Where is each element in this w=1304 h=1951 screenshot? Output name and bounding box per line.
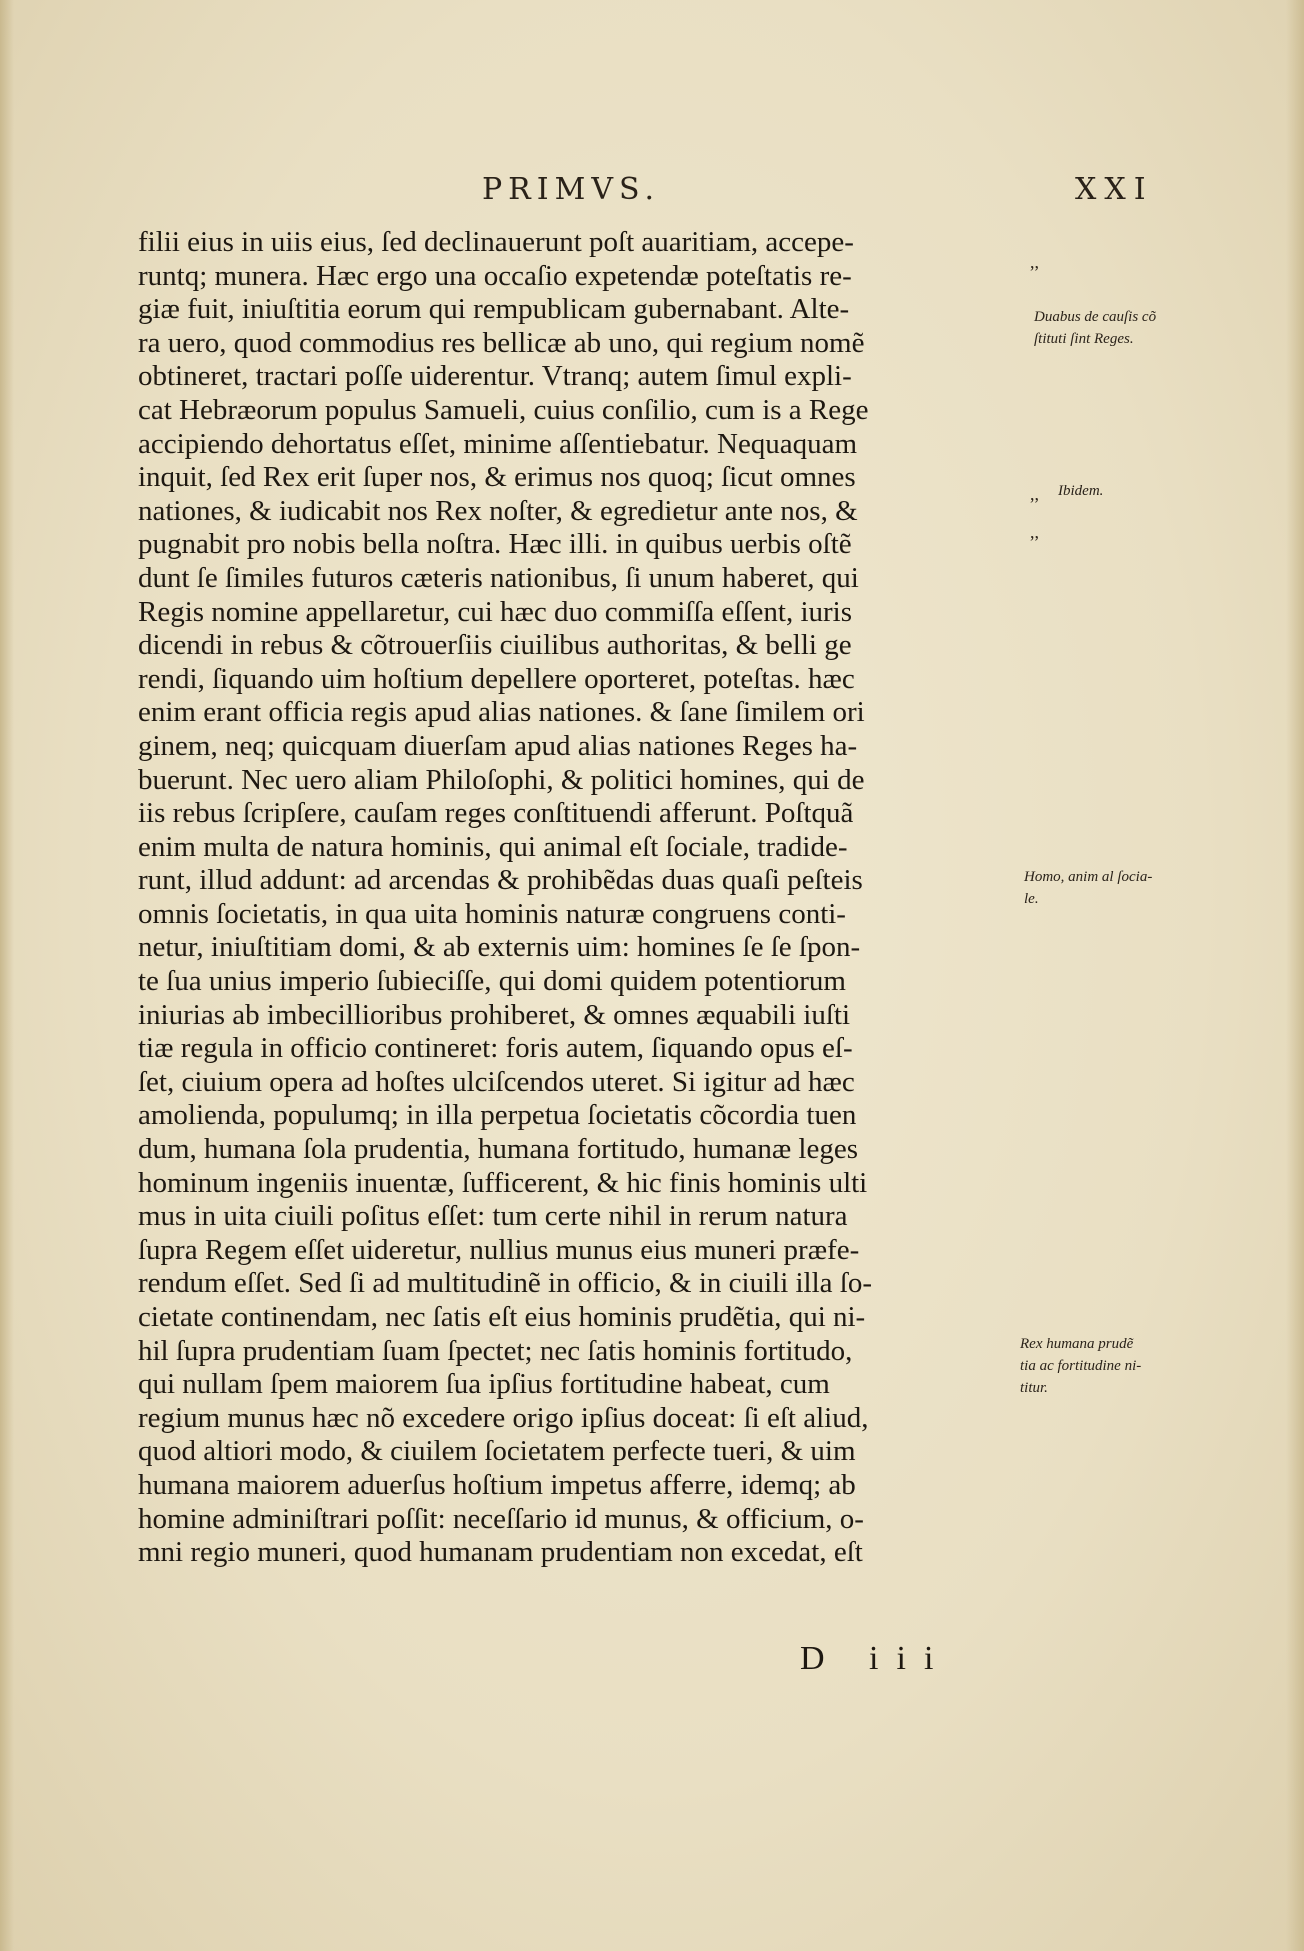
- text-line: nationes, & iudicabit nos Rex noſter, & egredietur ante nos, &: [138, 494, 858, 527]
- running-head: PRIMVS.: [482, 172, 661, 207]
- text-line: omnis ſocietatis, in qua uita hominis naturæ congruens conti-: [138, 897, 846, 930]
- text-line: ra uero, quod commodius res bellicæ ab uno, qui regium nomẽ: [138, 326, 865, 359]
- text-line: qui nullam ſpem maiorem ſua ipſius fortitudine habeat, cum: [138, 1368, 830, 1401]
- text-line: mus in uita ciuili poſitus eſſet: tum certe nihil in rerum natura: [138, 1200, 848, 1233]
- margin-note-line: le.: [1024, 891, 1039, 907]
- text-line: amolienda, populumq; in illa perpetua ſocietatis cõcordia tuen: [138, 1099, 857, 1132]
- text-line: dum, humana ſola prudentia, humana fortitudo, humanæ leges: [138, 1133, 859, 1166]
- text-line: runtq; munera. Hæc ergo una occaſio expetendæ poteſtatis re-: [138, 259, 852, 292]
- text-line: iis rebus ſcripſere, cauſam reges conſtituendi afferunt. Poſtquã: [138, 797, 854, 830]
- margin-note-duabus: [1034, 306, 1156, 350]
- main-text-block: [138, 226, 1008, 1570]
- text-line: mni regio muneri, quod humanam prudentiam non excedat, eſt: [138, 1536, 863, 1569]
- margin-quote-marker: ,,: [1030, 484, 1039, 504]
- text-line: netur, iniuſtitiam domi, & ab externis uim: homines ſe ſe ſpon-: [138, 931, 861, 964]
- margin-note-ibidem: [1058, 480, 1103, 502]
- text-line: enim erant officia regis apud alias nationes. & ſane ſimilem ori: [138, 696, 865, 729]
- text-line: dicendi in rebus & cõtrouerſiis ciuilibus authoritas, & belli ge: [138, 629, 852, 662]
- text-line: ſupra Regem eſſet uideretur, nullius munus eius muneri præfe-: [138, 1233, 860, 1266]
- margin-note-line: Ibidem.: [1058, 483, 1104, 499]
- margin-note-line: Homo, anim al ſocia-: [1024, 869, 1153, 885]
- page-header: [140, 172, 1180, 222]
- margin-note-rex: [1020, 1333, 1141, 1399]
- margin-note-line: titur.: [1020, 1380, 1048, 1396]
- text-line: Regis nomine appellaretur, cui hæc duo commiſſa eſſent, iuris: [138, 595, 852, 628]
- margin-note-line: Duabus de cauſis cõ: [1034, 309, 1157, 325]
- text-line: obtineret, tractari poſſe uiderentur. Vtranq; autem ſimul expli-: [138, 360, 852, 393]
- text-line: hil ſupra prudentiam ſuam ſpectet; nec ſatis hominis fortitudo,: [138, 1334, 853, 1367]
- folio-number: XXI: [1075, 172, 1154, 207]
- text-line: ginem, neq; quicquam diuerſam apud alias nationes Reges ha-: [138, 729, 858, 762]
- text-line: tiæ regula in officio contineret: foris autem, ſiquando opus eſ-: [138, 1032, 853, 1065]
- text-line: buerunt. Nec uero aliam Philoſophi, & politici homines, qui de: [138, 763, 865, 796]
- margin-quote-marker: ,,: [1030, 522, 1039, 542]
- text-line: cat Hebræorum populus Samueli, cuius conſilio, cum is a Rege: [138, 393, 869, 426]
- text-line: te ſua unius imperio ſubieciſſe, qui domi quidem potentiorum: [138, 965, 846, 998]
- text-line: dunt ſe ſimiles futuros cæteris nationibus, ſi unum haberet, qui: [138, 561, 859, 594]
- page-left-edge-shadow: [0, 0, 14, 1951]
- page-right-edge-shadow: [1286, 0, 1304, 1951]
- text-line: pugnabit pro nobis bella noſtra. Hæc illi. in quibus uerbis oſtẽ: [138, 528, 852, 561]
- text-line: ſet, ciuium opera ad hoſtes ulciſcendos uteret. Si igitur ad hæc: [138, 1065, 855, 1098]
- text-line: runt, illud addunt: ad arcendas & prohibẽdas duas quaſi peſteis: [138, 864, 863, 897]
- text-line: homine adminiſtrari poſſit: neceſſario id munus, & officium, o-: [138, 1502, 864, 1535]
- text-line: iniurias ab imbecillioribus prohiberet, & omnes æquabili iuſti: [138, 998, 851, 1031]
- margin-quote-marker: ,,: [1030, 252, 1039, 272]
- text-line: rendum eſſet. Sed ſi ad multitudinẽ in officio, & in ciuili illa ſo-: [138, 1267, 873, 1300]
- text-line: regium munus hæc nõ excedere origo ipſius doceat: ſi eſt aliud,: [138, 1401, 869, 1434]
- margin-note-line: Rex humana prudẽ: [1020, 1336, 1134, 1352]
- text-line: rendi, ſiquando uim hoſtium depellere oporteret, poteſtas. hæc: [138, 662, 855, 695]
- text-line: accipiendo dehortatus eſſet, minime aſſentiebatur. Nequaquam: [138, 427, 858, 460]
- text-line: inquit, ſed Rex erit ſuper nos, & erimus nos quoq; ſicut omnes: [138, 461, 856, 494]
- text-line: hominum ingeniis inuentæ, ſufficerent, & hic finis hominis ulti: [138, 1166, 868, 1199]
- signature-mark: D iii: [800, 1640, 952, 1677]
- margin-note-line: tia ac fortitudine ni-: [1020, 1358, 1142, 1374]
- text-line: giæ fuit, iniuſtitia eorum qui rempublicam gubernabant. Alte-: [138, 293, 850, 326]
- margin-note-homo: [1024, 866, 1152, 910]
- text-line: humana maiorem aduerſus hoſtium impetus afferre, idemq; ab: [138, 1468, 856, 1501]
- margin-note-line: ſtituti ſint Reges.: [1034, 331, 1134, 347]
- text-line: quod altiori modo, & ciuilem ſocietatem perfecte tueri, & uim: [138, 1435, 856, 1468]
- text-line: cietate continendam, nec ſatis eſt eius hominis prudẽtia, qui ni-: [138, 1301, 866, 1333]
- text-line: enim multa de natura hominis, qui animal eſt ſociale, tradide-: [138, 830, 848, 863]
- text-line: filii eius in uiis eius, ſed declinauerunt poſt auaritiam, accepe-: [138, 226, 854, 258]
